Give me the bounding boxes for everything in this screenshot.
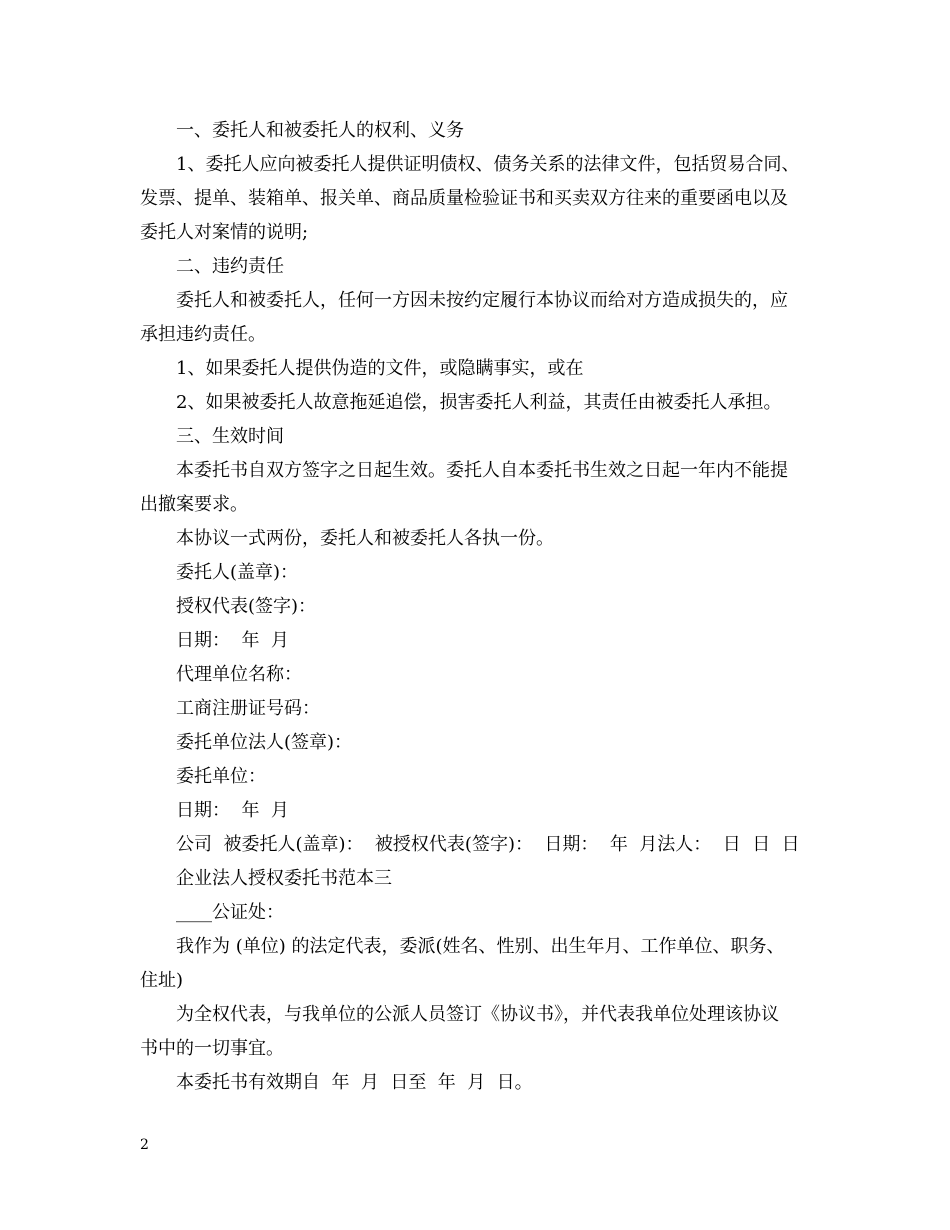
text-line: 本委托书有效期自 年 月 日至 年 月 日。	[176, 1072, 533, 1093]
page-number: 2	[140, 1137, 149, 1153]
text-line: 为全权代表，与我单位的公派人员签订《协议书》，并代表我单位处理该协议	[176, 1004, 779, 1025]
text-line: 1、委托人应向被委托人提供证明债权、债务关系的法律文件，包括贸易合同、	[176, 154, 800, 175]
text-line: 委托人对案情的说明;	[140, 222, 309, 243]
text-line: 委托单位：	[176, 766, 266, 787]
text-line: 出撤案要求。	[140, 494, 248, 515]
text-line: ____公证处：	[176, 902, 284, 923]
text-line: 三、生效时间	[176, 426, 284, 447]
text-line: 委托人(盖章)：	[176, 562, 299, 583]
text-line: 日期： 年 月	[176, 800, 289, 821]
text-line: 授权代表(签字)：	[176, 596, 317, 617]
text-line: 企业法人授权委托书范本三	[176, 868, 392, 889]
text-line: 承担违约责任。	[140, 324, 266, 345]
text-line: 1、如果委托人提供伪造的文件，或隐瞒事实，或在	[176, 358, 584, 379]
document-body	[140, 114, 820, 1100]
text-line: 二、违约责任	[176, 256, 284, 277]
text-line: 委托单位法人(签章)：	[176, 732, 353, 753]
text-line: 2、如果被委托人故意拖延追偿，损害委托人利益，其责任由被委托人承担。	[176, 392, 782, 413]
text-line: 代理单位名称：	[176, 664, 302, 685]
text-line: 工商注册证号码：	[176, 698, 320, 719]
text-line: 一、委托人和被委托人的权利、义务	[176, 120, 464, 141]
text-line: 公司 被委托人(盖章)： 被授权代表(签字)： 日期： 年 月法人： 日 日 日	[176, 834, 800, 855]
text-line: 住址)	[140, 970, 184, 991]
text-line: 发票、提单、装箱单、报关单、商品质量检验证书和买卖双方往来的重要函电以及	[140, 188, 788, 209]
text-line: 我作为 (单位) 的法定代表，委派(姓名、性别、出生年月、工作单位、职务、	[176, 936, 785, 957]
text-line: 日期： 年 月	[176, 630, 289, 651]
text-line: 本协议一式两份，委托人和被委托人各执一份。	[176, 528, 554, 549]
text-line: 书中的一切事宜。	[140, 1038, 284, 1059]
text-line: 本委托书自双方签字之日起生效。委托人自本委托书生效之日起一年内不能提	[176, 460, 788, 481]
text-line: 委托人和被委托人，任何一方因未按约定履行本协议而给对方造成损失的，应	[176, 290, 788, 311]
